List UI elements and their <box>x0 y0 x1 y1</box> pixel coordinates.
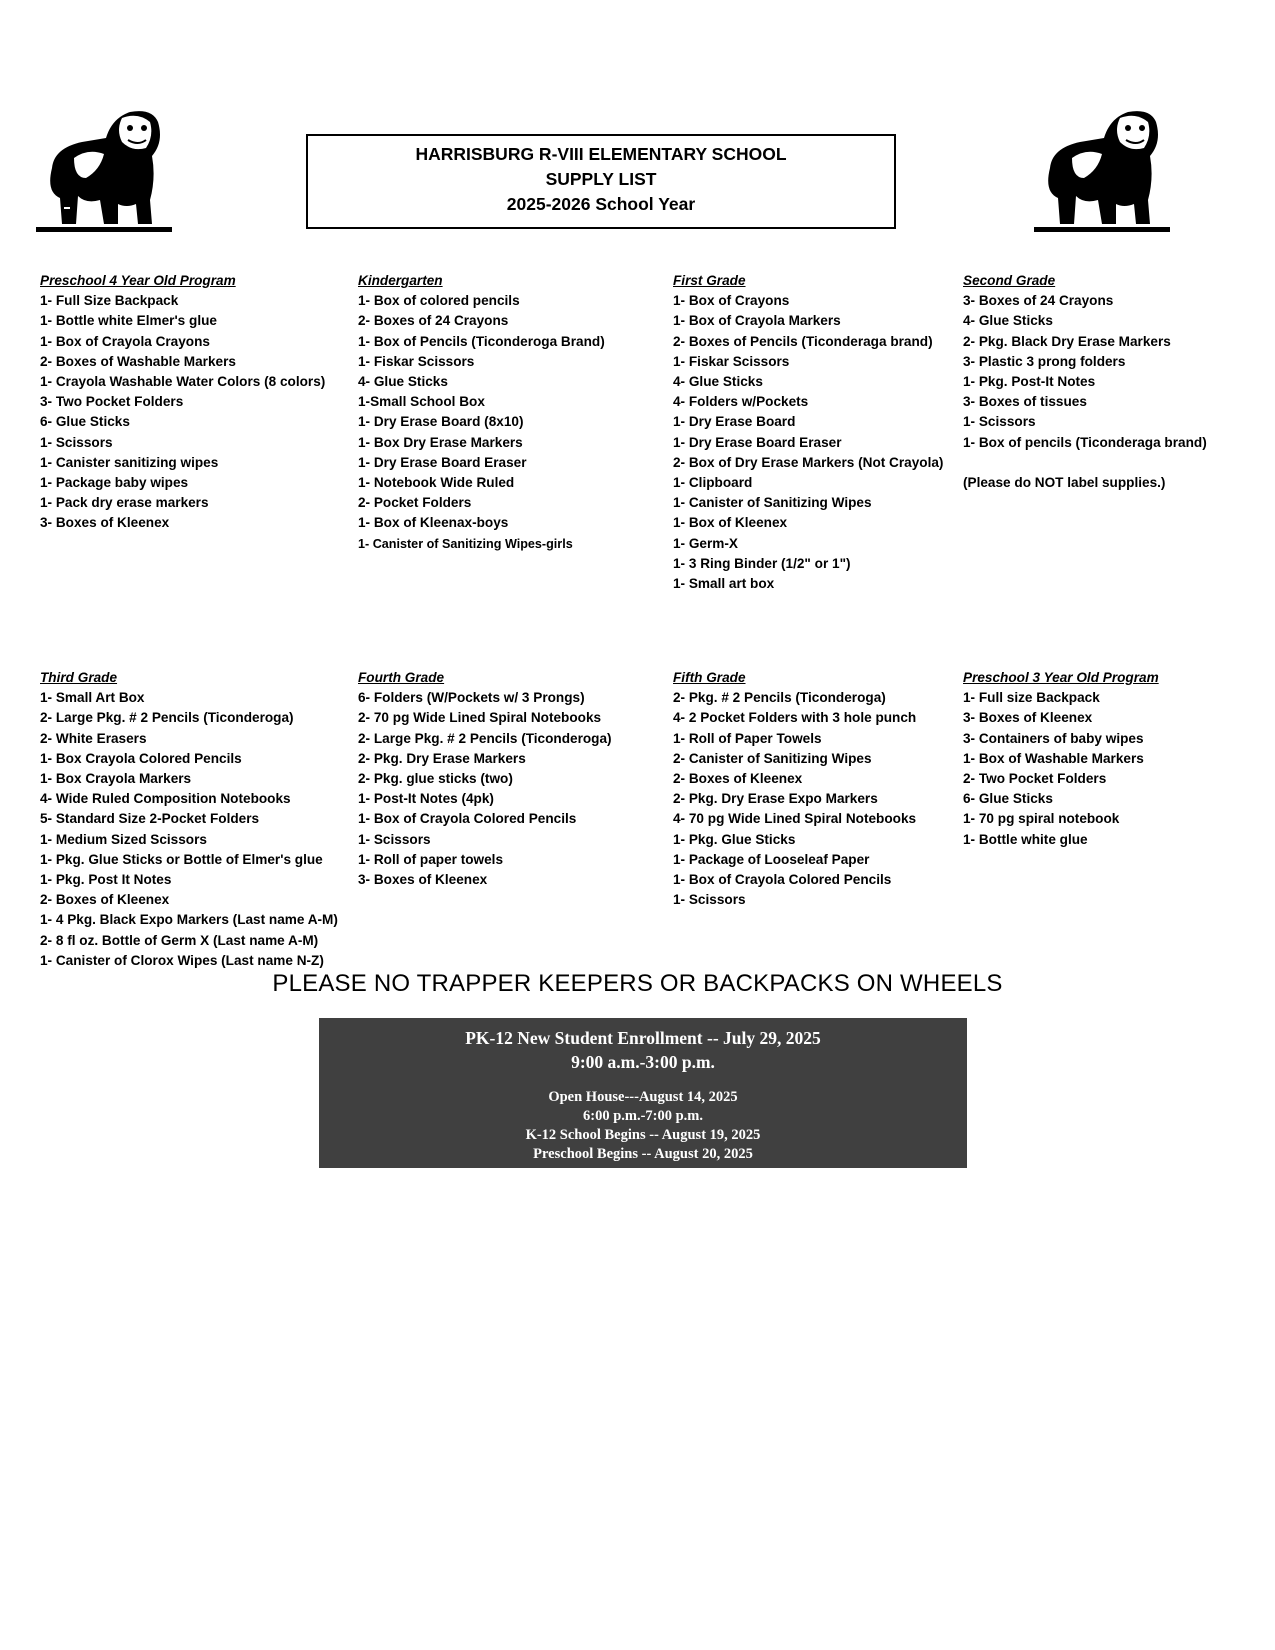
supply-item: 3- Boxes of Kleenex <box>40 515 170 531</box>
supply-item: 2- Boxes of Kleenex <box>40 892 170 908</box>
supply-item: 1- Fiskar Scissors <box>358 353 475 369</box>
supply-item: 2- Pkg. Dry Erase Markers <box>358 750 526 766</box>
supply-item: 3- Boxes of 24 Crayons <box>963 293 1114 309</box>
supply-item: 1- Box of Kleenax-boys <box>358 515 509 531</box>
school-name: HARRISBURG R-VIII ELEMENTARY SCHOOL <box>415 144 787 164</box>
supply-item: 1- Dry Erase Board (8x10) <box>358 414 524 430</box>
supply-item: 2- Pkg. # 2 Pencils (Ticonderoga) <box>673 690 886 706</box>
supply-item: 1- Roll of Paper Towels <box>673 730 822 746</box>
supply-item: 1- Box of Crayola Markers <box>673 313 841 329</box>
supply-item: 1-Small School Box <box>358 394 485 410</box>
supply-item: 1- Scissors <box>673 892 746 908</box>
supply-item: 2- 8 fl oz. Bottle of Germ X (Last name A-M) <box>40 932 319 948</box>
supply-item: 1- Pack dry erase markers <box>40 495 209 511</box>
supply-item: 1- Box Crayola Markers <box>40 771 192 787</box>
supply-item: 1- 3 Ring Binder (1/2" or 1") <box>673 555 851 571</box>
section-heading: Fifth Grade <box>673 670 746 685</box>
open-house-time: 6:00 p.m.-7:00 p.m. <box>582 1108 704 1124</box>
preschool-begins-date: Preschool Begins -- August 20, 2025 <box>533 1146 753 1162</box>
supply-item: 2- Pkg. Black Dry Erase Markers <box>963 333 1171 349</box>
supply-item: 1- Box of Crayola Crayons <box>40 333 210 349</box>
supply-item: 2- Large Pkg. # 2 Pencils (Ticonderoga) <box>40 710 294 726</box>
supply-item: 1- Canister of Clorox Wipes (Last name N-Z) <box>40 952 324 968</box>
supply-item: 1- Box of Crayola Colored Pencils <box>673 872 892 888</box>
supply-item: 3- Containers of baby wipes <box>963 730 1144 746</box>
supply-item: 1- Scissors <box>963 414 1036 430</box>
supply-item: 1- Box of Crayons <box>673 293 790 309</box>
section-heading: Preschool 4 Year Old Program <box>40 273 236 288</box>
supply-item: 1- Box of Kleenex <box>673 515 788 531</box>
supply-item: 1- Box of Washable Markers <box>963 750 1144 766</box>
supply-item: 1- Pkg. Glue Sticks or Bottle of Elmer's glue <box>40 851 323 867</box>
supply-item: 1- Dry Erase Board <box>673 414 796 430</box>
bulldog-icon <box>1032 108 1174 234</box>
section-fifth-grade <box>673 668 916 910</box>
supply-item: 1- Package of Looseleaf Paper <box>673 851 870 867</box>
supply-item: 1- Crayola Washable Water Colors (8 colors) <box>40 374 326 390</box>
important-dates-box <box>319 1018 967 1168</box>
supply-item: 1- Box Crayola Colored Pencils <box>40 750 242 766</box>
supply-item: 1- Scissors <box>40 434 113 450</box>
section-heading: First Grade <box>673 273 746 288</box>
supply-item: 3- Boxes of tissues <box>963 394 1087 410</box>
supply-item: 4- Glue Sticks <box>673 374 763 390</box>
supply-item: 2- Boxes of Pencils (Ticonderaga brand) <box>673 333 933 349</box>
supply-item: 6- Glue Sticks <box>40 414 130 430</box>
section-preschool3 <box>963 668 1159 850</box>
section-heading: Preschool 3 Year Old Program <box>963 670 1159 685</box>
supply-item: 2- White Erasers <box>40 730 147 746</box>
supply-item: 6- Folders (W/Pockets w/ 3 Prongs) <box>358 690 585 706</box>
supply-item: 2- Two Pocket Folders <box>963 771 1107 787</box>
supply-item: 1- Canister sanitizing wipes <box>40 454 219 470</box>
supply-item: 2- Boxes of 24 Crayons <box>358 313 509 329</box>
supply-item: 1- Box of Pencils (Ticonderoga Brand) <box>358 333 605 349</box>
supply-item: 2- Pkg. glue sticks (two) <box>358 771 513 787</box>
bulldog-icon <box>34 108 176 234</box>
list-title: SUPPLY LIST <box>545 169 657 189</box>
supply-item: 2- 70 pg Wide Lined Spiral Notebooks <box>358 710 602 726</box>
supply-item: 1- Dry Erase Board Eraser <box>358 454 527 470</box>
supply-item: 1- Bottle white glue <box>963 831 1088 847</box>
supply-item: 3- Boxes of Kleenex <box>963 710 1093 726</box>
supply-item: 1- Scissors <box>358 831 431 847</box>
section-first-grade <box>673 271 943 594</box>
supply-item: 1- Small art box <box>673 576 775 592</box>
supply-item: 2- Boxes of Washable Markers <box>40 353 236 369</box>
section-heading: Second Grade <box>963 273 1056 288</box>
supply-item: 1- Pkg. Post-It Notes <box>963 374 1096 390</box>
supply-item: 6- Glue Sticks <box>963 791 1053 807</box>
section-second-grade <box>963 271 1207 493</box>
supply-item: 2- Box of Dry Erase Markers (Not Crayola) <box>673 454 944 470</box>
supply-item: 1- Bottle white Elmer's glue <box>40 313 217 329</box>
supply-item: 4- Wide Ruled Composition Notebooks <box>40 791 291 807</box>
supply-item: 2- Pocket Folders <box>358 495 472 511</box>
section-third-grade <box>40 668 338 971</box>
supply-item: 1- Box of colored pencils <box>358 293 520 309</box>
supply-item: 2- Boxes of Kleenex <box>673 771 803 787</box>
title-box <box>306 134 896 229</box>
no-trapper-keepers-banner: PLEASE NO TRAPPER KEEPERS OR BACKPACKS ON WHEELS <box>272 970 1003 997</box>
supply-item: 2- Pkg. Dry Erase Expo Markers <box>673 791 878 807</box>
enrollment-date: PK-12 New Student Enrollment -- July 29, 2025 <box>465 1028 821 1048</box>
open-house-date: Open House---August 14, 2025 <box>548 1089 738 1105</box>
supply-item: 1- Dry Erase Board Eraser <box>673 434 842 450</box>
supply-item: 1- Full Size Backpack <box>40 293 179 309</box>
supply-item: 4- 2 Pocket Folders with 3 hole punch <box>673 710 917 726</box>
supply-item: 3- Plastic 3 prong folders <box>963 353 1126 369</box>
enrollment-time: 9:00 a.m.-3:00 p.m. <box>571 1052 715 1072</box>
supply-item: 4- Glue Sticks <box>358 374 448 390</box>
supply-item: 1- Box of pencils (Ticonderaga brand) <box>963 434 1207 450</box>
supply-item: 3- Boxes of Kleenex <box>358 872 488 888</box>
supply-item: 4- Folders w/Pockets <box>673 394 809 410</box>
section-fourth-grade <box>358 668 612 890</box>
supply-item: 1- Roll of paper towels <box>358 851 504 867</box>
supply-item: 1- Medium Sized Scissors <box>40 831 207 847</box>
supply-item: 1- Package baby wipes <box>40 475 189 491</box>
supply-item: 1- Box Dry Erase Markers <box>358 434 523 450</box>
supply-item: 1- Notebook Wide Ruled <box>358 475 515 491</box>
supply-item: 1- 70 pg spiral notebook <box>963 811 1120 827</box>
supply-item: 5- Standard Size 2-Pocket Folders <box>40 811 260 827</box>
supply-item: 1- Full size Backpack <box>963 690 1100 706</box>
supply-note: (Please do NOT label supplies.) <box>963 474 1166 490</box>
supply-item: 1- 4 Pkg. Black Expo Markers (Last name A-M) <box>40 912 338 928</box>
supply-item: 1- Germ-X <box>673 535 738 551</box>
k12-begins-date: K-12 School Begins -- August 19, 2025 <box>525 1127 761 1143</box>
section-kindergarten <box>358 271 605 554</box>
supply-item: 1- Fiskar Scissors <box>673 353 790 369</box>
supply-item: 4- 70 pg Wide Lined Spiral Notebooks <box>673 811 917 827</box>
section-heading: Kindergarten <box>358 273 443 288</box>
school-year: 2025-2026 School Year <box>506 194 696 214</box>
supply-item: 1- Pkg. Post It Notes <box>40 872 172 888</box>
supply-item: 3- Two Pocket Folders <box>40 394 184 410</box>
supply-item: 1- Canister of Sanitizing Wipes <box>673 495 872 511</box>
supply-item: 1- Clipboard <box>673 475 753 491</box>
supply-item: 2- Canister of Sanitizing Wipes <box>673 750 872 766</box>
supply-item: 1- Canister of Sanitizing Wipes-girls <box>358 536 573 551</box>
supply-item: 4- Glue Sticks <box>963 313 1053 329</box>
section-preschool4 <box>40 271 325 534</box>
supply-item: 1- Small Art Box <box>40 690 145 706</box>
supply-item: 2- Large Pkg. # 2 Pencils (Ticonderoga) <box>358 730 612 746</box>
section-heading: Third Grade <box>40 670 118 685</box>
supply-item: 1- Post-It Notes (4pk) <box>358 791 494 807</box>
supply-item: 1- Box of Crayola Colored Pencils <box>358 811 577 827</box>
supply-item: 1- Pkg. Glue Sticks <box>673 831 796 847</box>
section-heading: Fourth Grade <box>358 670 445 685</box>
